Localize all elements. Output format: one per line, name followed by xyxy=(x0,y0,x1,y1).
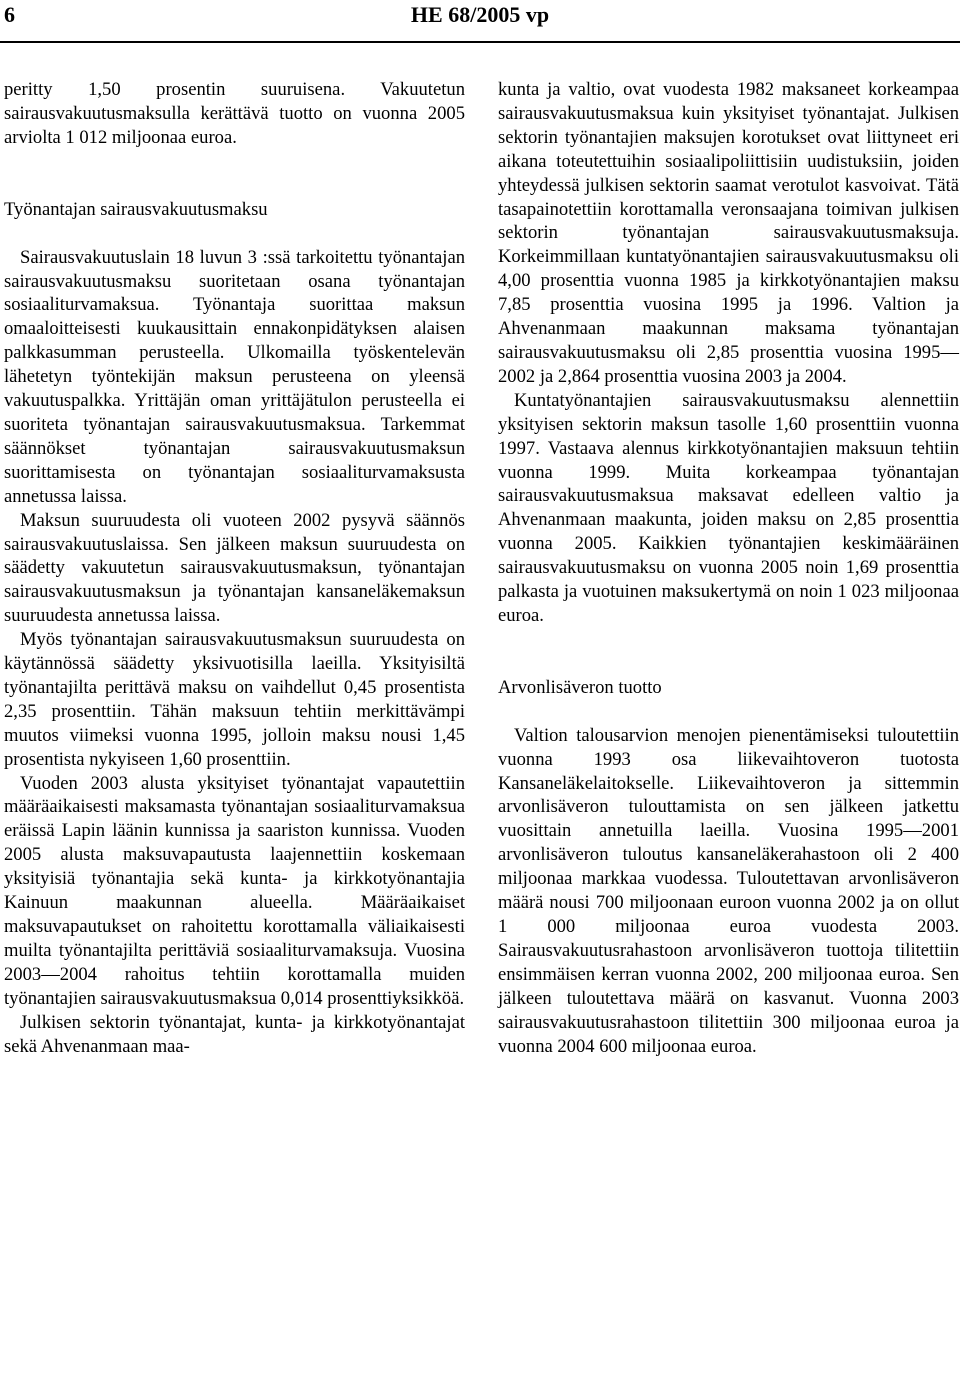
section-heading-employer-fee: Työnantajan sairausvakuutusmaksu xyxy=(4,198,268,220)
document-id: HE 68/2005 vp xyxy=(410,2,550,27)
paragraph: Vuoden 2003 alusta yksityiset työnantajat vapautettiin määräaikaisesti maksamasta työnantajan sosiaaliturvamaksua eräissä Lapin läänin kunnissa ja saariston kunnissa. Vuoden 2005 alusta maksuvapautusta laajennettiin koskemaan yksityisiä työnantajia sekä kunta- ja kirkkotyönantajia Kainuun maakunnan alueella. Määräaikaiset maksuvapautukset on rahoitettu korottamalla väliaikaisesti muilta työnantajilta perittäviä sosiaaliturvamaksuja. Vuosina 2003—2004 rahoitus tehtiin korottamalla muiden työnantajien sairausvakuutusmaksua 0,014 prosenttiyksikköä. xyxy=(4,772,465,1009)
paragraph: Myös työnantajan sairausvakuutusmaksun suuruudesta on käytännössä säädetty yksivuotisilla laeilla. Yksityisiltä työnantajilta perittävä maksu on vaihdellut 0,45 prosentista 2,35 prosenttiin. Tähän maksuun tehtiin merkittävämpi muutos viimeksi vuonna 1995, jolloin maksu nousi 1,45 prosentista nykyiseen 1,60 prosenttiin. xyxy=(4,629,465,770)
header-rule xyxy=(0,41,960,43)
paragraph: Sairausvakuutuslain 18 luvun 3 :ssä tarkoitettu työnantajan sairausvakuutusmaksu suoritetaan osana työnantajan sosiaaliturvamaksua. Työnantaja suorittaa maksun omaaloitteisesti kuukausittain ennakonpidätyksen alaisen palkkasumman perusteella. Ulkomailla työskentelevän lähetetyn työntekijän maksun perusteena on yleensä vakuutuspalkka. Yrittäjän oman yrittäjätulon perusteella ei suoriteta työnantajan sairausvakuutusmaksua. Tarkemmat säännökset työnantajan sairausvakuutusmaksun suorittamisesta on työnantajan sosiaaliturvamaksusta annetussa laissa. xyxy=(4,246,465,507)
paragraph-intro: peritty 1,50 prosentin suuruisena. Vakuutetun sairausvakuutusmaksulla kerättävä tuotto on vuonna 2005 arviolta 1 012 miljoonaa euroa. xyxy=(4,79,465,148)
paragraph: Kuntatyönantajien sairausvakuutusmaksu alennettiin yksityisen sektorin maksun tasolle 1,60 prosenttiin vuonna 1997. Vastaava alennus kirkkotyönantajien maksuun tehtiin vuonna 1999. Muita korkeampaa työnantajan sairausvakuutusmaksua maksavat edelleen valtio ja Ahvenanmaan maakunta, joiden maksu on 2,85 prosenttia vuonna 2005. Kaikkien työnantajien keskimääräinen sairausvakuutusmaksu on vuonna 2005 noin 1,69 prosenttia palkasta ja vuotuinen maksukertymä on noin 1 023 miljoonaa euroa. xyxy=(498,389,959,626)
section-heading-vat-revenue: Arvonlisäveron tuotto xyxy=(498,676,662,698)
right-column xyxy=(498,78,959,1058)
paragraph-continued: kunta ja valtio, ovat vuodesta 1982 maksaneet korkeampaa sairausvakuutusmaksua kuin yksityiset työnantajat. Julkisen sektorin työnantajien maksujen korotukset ovat liittyneet eri aikana toteutettuihin sosiaalipoliittisiin uudistuksiin, joiden yhteydessä julkisen sektorin saamat verotulot kasvoivat. Tätä tasapainotettiin korottamalla veronsaajana toimivan julkisen sektorin työnantajan sairausvakuutusmaksuja. Korkeimmillaan kuntatyönantajien sairausvakuutusmaksu oli 4,00 prosenttia vuonna 1985 ja kirkkotyönantajien maksu 7,85 prosenttia vuosina 1995 ja 1996. Valtion ja Ahvenanmaan maakunnan maksama työnantajan sairausvakuutusmaksu oli 2,85 prosenttia vuosina 1995—2002 ja 2,864 prosenttia vuosina 2003 ja 2004. xyxy=(498,79,959,387)
paragraph: Valtion talousarvion menojen pienentämiseksi tuloutettiin vuonna 1993 osa liikevaihtoveron tuotosta Kansaneläkelaitokselle. Liikevaihtoveron ja sittemmin arvonlisäveron tulouttamista on sen jälkeen jatkettu vuosittain annetuilla laeilla. Vuosina 1995—2001 arvonlisäveron tuloutus kansaneläkerahastoon oli 2 400 miljoonaa markkaa vuodessa. Tuloutettavan arvonlisäveron määrä nousi 700 miljoonaan euroon vuonna 2002 ja on ollut 1 000 miljoonaa euroa vuodesta 2003. Sairausvakuutusrahastoon arvonlisäveron tuottoja tilitettiin ensimmäisen kerran vuonna 2002, 200 miljoonaa euroa. Sen jälkeen tuloutettava määrä on kasvanut. Vuonna 2003 sairausvakuutusrahastoon tilitettiin 300 miljoonaa euroa ja vuonna 2004 600 miljoonaa euroa. xyxy=(498,724,959,1057)
paragraph: Maksun suuruudesta oli vuoteen 2002 pysyvä säännös sairausvakuutuslaissa. Sen jälkeen maksun suuruudesta on säädetty vakuutetun sairausvakuutusmaksun, työnantajan sairausvakuutusmaksun ja työnantajan kansaneläkemaksun suuruudesta annetussa laissa. xyxy=(4,509,465,627)
paragraph: Julkisen sektorin työnantajat, kunta- ja kirkkotyönantajat sekä Ahvenanmaan maa- xyxy=(4,1011,465,1057)
page-number: 6 xyxy=(4,2,15,27)
left-column xyxy=(4,78,465,1058)
page-header xyxy=(0,0,960,44)
